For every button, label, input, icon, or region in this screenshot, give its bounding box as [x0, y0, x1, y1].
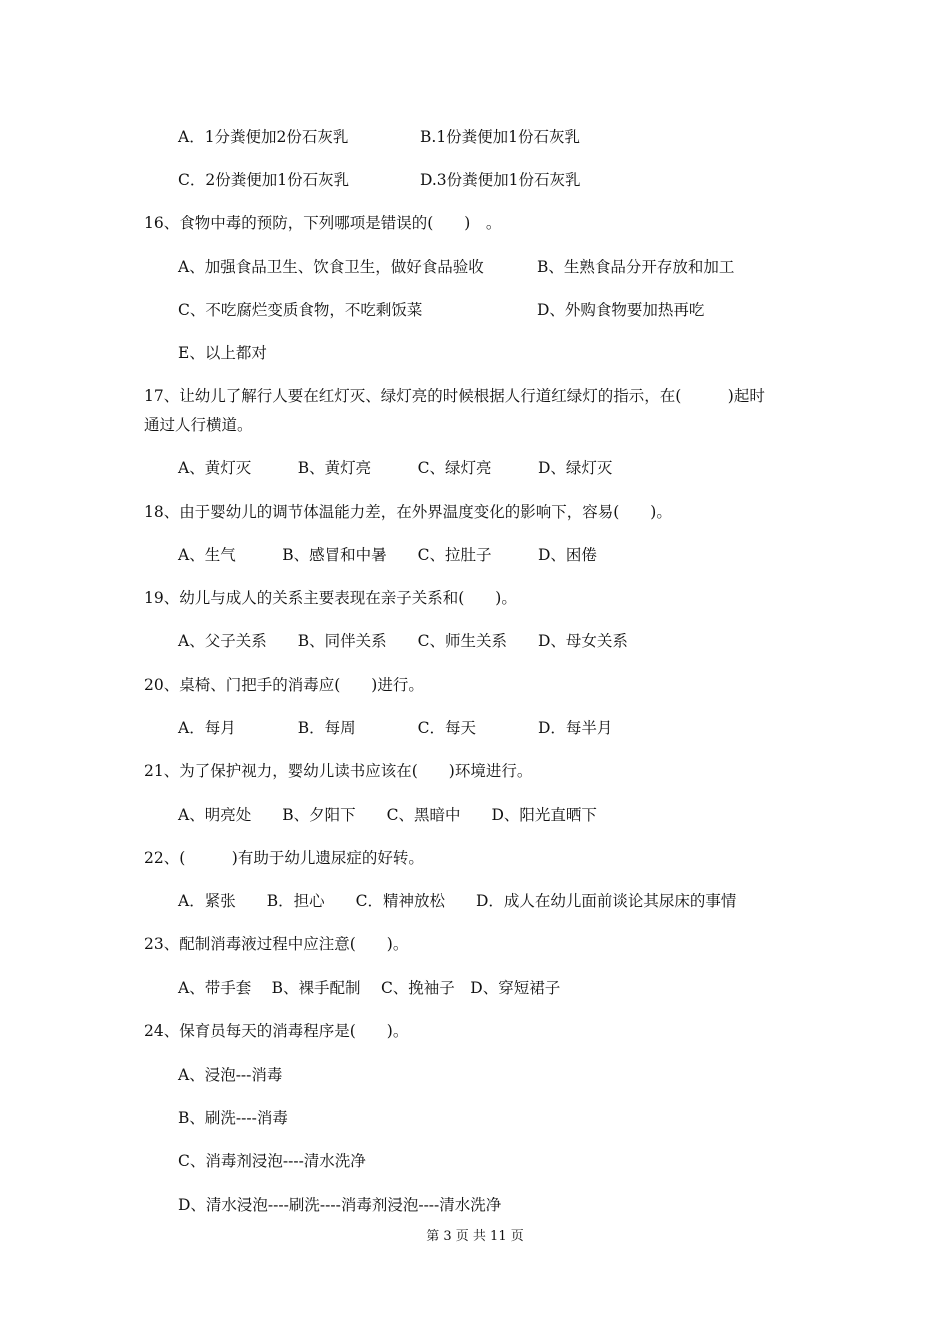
q23-text: 23、配制消毒液过程中应注意( )。	[144, 935, 409, 953]
q21-text: 21、为了保护视力，婴幼儿读书应该在( )环境进行。	[144, 762, 533, 780]
q18-text: 18、由于婴幼儿的调节体温能力差，在外界温度变化的影响下，容易( )。	[144, 503, 672, 521]
q23-options: A、带手套 B、裸手配制 C、挽袖子 D、穿短裙子	[178, 979, 561, 997]
q19-options: A、父子关系 B、同伴关系 C、师生关系 D、母女关系	[178, 632, 628, 650]
q15-option-d: D.3份粪便加1份石灰乳	[420, 171, 581, 189]
q16-option-e: E、以上都对	[178, 344, 267, 362]
q16-option-a: A、加强食品卫生、饮食卫生，做好食品验收	[178, 258, 484, 276]
q24-option-b: B、刷洗----消毒	[178, 1109, 288, 1127]
q16-text: 16、食物中毒的预防，下列哪项是错误的( ) 。	[144, 214, 502, 232]
q20-text: 20、桌椅、门把手的消毒应( )进行。	[144, 676, 424, 694]
q17-text-line1: 17、让幼儿了解行人要在红灯灭、绿灯亮的时候根据人行道红绿灯的指示，在( )起时	[144, 387, 765, 405]
q17-options: A、黄灯灭 B、黄灯亮 C、绿灯亮 D、绿灯灭	[178, 459, 613, 477]
q19-text: 19、幼儿与成人的关系主要表现在亲子关系和( )。	[144, 589, 517, 607]
q15-option-c: C．2份粪便加1份石灰乳	[178, 171, 350, 189]
q24-option-c: C、消毒剂浸泡----清水洗净	[178, 1152, 366, 1170]
q24-option-d: D、清水浸泡----刷洗----消毒剂浸泡----清水洗净	[178, 1196, 502, 1214]
q16-option-b: B、生熟食品分开存放和加工	[537, 258, 735, 276]
q15-option-a: A．1分粪便加2份石灰乳	[178, 128, 349, 146]
q22-options: A．紧张 B．担心 C．精神放松 D．成人在幼儿面前谈论其尿床的事情	[178, 892, 737, 910]
q17-text-line2: 通过人行横道。	[144, 416, 253, 434]
page-footer: 第 3 页 共 11 页	[426, 1229, 524, 1244]
q21-options: A、明亮处 B、夕阳下 C、黑暗中 D、阳光直晒下	[178, 806, 597, 824]
q16-option-d: D、外购食物要加热再吃	[537, 301, 705, 319]
q20-options: A．每月 B．每周 C．每天 D．每半月	[178, 719, 613, 737]
q24-option-a: A、浸泡---消毒	[178, 1066, 283, 1084]
q24-text: 24、保育员每天的消毒程序是( )。	[144, 1022, 409, 1040]
q18-options: A、生气 B、感冒和中暑 C、拉肚子 D、困倦	[178, 546, 597, 564]
q22-text: 22、( )有助于幼儿遗尿症的好转。	[144, 849, 424, 867]
q16-option-c: C、不吃腐烂变质食物，不吃剩饭菜	[178, 301, 423, 319]
q15-option-b: B.1份粪便加1份石灰乳	[420, 128, 581, 146]
